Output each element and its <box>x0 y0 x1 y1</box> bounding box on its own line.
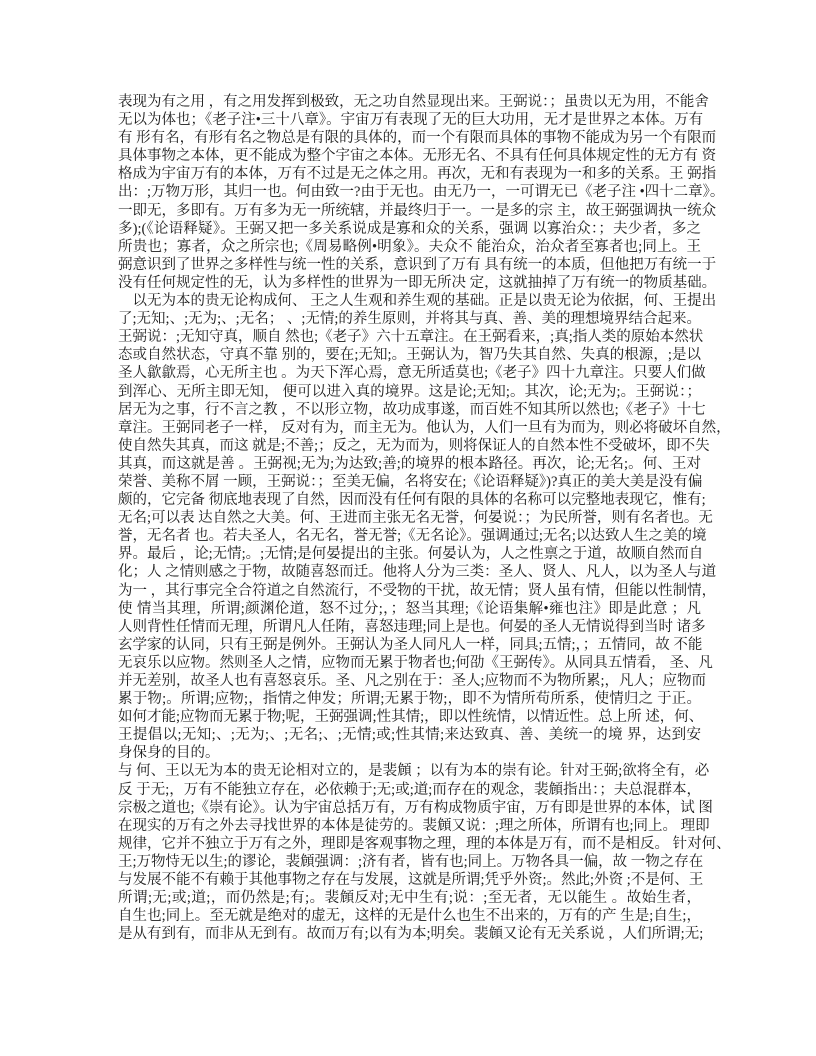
text-line: 自生也;同上。至无就是绝对的虚无，这样的无是什么也生不出来的，万有的产 生是;自生;， <box>118 908 701 925</box>
text-line: 如何才能;应物而无累于物;呢，王弼强调;性其情;，即以性统情，以情近性。总上所 述，何、 <box>118 709 704 726</box>
text-line: 章注。王弼同老子一样， 反对有为，而主无为。他认为，人们一旦有为而为，则必将破坏自然， <box>118 419 731 436</box>
text-line: 表现为有之用 ，有之用发挥到极致，无之功自然显现出来。王弼说：；虽贵以无为用，不能舍 <box>118 94 709 110</box>
text-line: 以无为本的贵无论构成何、 王之人生观和养生观的基础。正是以贵无论为依据，何、王提出 <box>118 293 717 310</box>
text-line: 界。最后 ，论;无情;。;无情;是何晏提出的主张。何晏认为，人之性禀之于道，故顺自然而自 <box>118 546 704 563</box>
text-line: 格成为宇宙万有的本体，万有不过是无之体之用。再次，无和有表现为一和多的关系。王 弼指 <box>118 166 717 183</box>
text-line: 一即无，多即有。万有多为无一所统辖，并最终归于一。一是多的宗 主，故王弼强调执一统众 <box>118 202 717 219</box>
text-line: 有 形有名，有形有名之物总是有限的具体的，而一个有限而具体的事物不能成为另一个有限而 <box>118 130 717 147</box>
text-line: 在现实的万有之外去寻找世界的本体是徒劳的。裴頠又说：;理之所体，所谓有也;同上。 理即 <box>118 817 710 834</box>
text-line: 圣人歙歙焉，心无所主也 。为天下浑心焉，意无所适莫也;《老子》四十九章注。只要人们做 <box>118 365 706 382</box>
text-line: 其真，而这就是善 。王弼视;无为;为达致;善;的境界的根本路径。再次，论;无名;。何、王对 <box>118 455 701 472</box>
text-line: 所贵也；寡者，众之所宗也;《周易略例•明象》。夫众不 能治众，治众者至寡者也;同上。王 <box>118 238 701 255</box>
text-line: 使 情当其理，所谓;颜渊伦道，怒不过分;，；怒当其理;《论语集解•雍也注》即是此意 ；凡 <box>118 600 701 617</box>
text-line: 荣誉、美称不屑 一顾，王弼说：；至美无偏，名将安在;《论语释疑》)?真正的美大美是没有偏 <box>118 473 703 490</box>
text-line: 了;无知;、;无为;、;无名； 、;无情;的养生原则，并将其与真、善、美的理想境界结合起来。 <box>118 311 701 328</box>
text-line: 到浑心、无所主即无知， 便可以进入真的境界。这是论;无知;。其次，论;无为;。王弼说：； <box>118 383 701 400</box>
text-line: 没有任何规定性的无，认为多样性的世界为一即无所决 定，这就抽掉了万有统一的物质基础。 <box>118 274 717 291</box>
text-line: 出：;万物万形，其归一也。何由致一?由于无也。由无乃一，一可谓无已《老子注 •四十二章》。 <box>118 184 725 201</box>
text-line: 累于物;。所谓;应物;，指情之伸发；所谓;无累于物;，即不为情所苟所系，使情归之 于正。 <box>118 691 701 708</box>
text-line: 多);(《论语释疑》。王弼又把一多关系说成是寡和众的关系，强调 以寡治众：；夫少者，多之 <box>118 220 701 237</box>
text-line: 王;万物恃无以生;的谬论，裴頠强调：;济有者，皆有也;同上。万物各具一偏，故 一物之存在 <box>118 853 704 870</box>
text-line: 使自然失其真，而这 就是;不善;；反之，无为而为，则将保证人的自然本性不受破坏，即不失 <box>118 437 710 454</box>
text-line: 所谓;无;或;道;，而仍然是;有;。裴頠反对;无中生有;说：;至无者，无以能生 。故始生者， <box>118 890 701 907</box>
text-line: 王提倡以;无知;、;无为;、;无名;、;无情;或;性其情;来达致真、善、美统一的境 界，达到安 <box>118 727 701 744</box>
text-line: 与发展不能不有赖于其他事物之存在与发展，这就是所谓;凭乎外资;。然此;外资 ;不是何、王 <box>118 872 704 889</box>
text-line: 誉，无名者 也。若夫圣人，名无名，誉无誉;《无名论》。强调通过;无名;以达致人生之美的境 <box>118 528 707 545</box>
text-line: 与 何、王以无为本的贵无论相对立的，是裴頠 ；以有为本的崇有论。针对王弼;欲将全有，必 <box>118 763 710 780</box>
text-line: 弼意识到了世界之多样性与统一性的关系，意识到了万有 具有统一的本质，但他把万有统一于 <box>118 256 717 273</box>
text-line: 为一 ，其行事完全合符道之自然流行，不受物的干扰，故无情；贤人虽有情，但能以性制情， <box>118 582 717 599</box>
text-line: 无名;可以表 达自然之大美。何、王进而主张无名无誉，何晏说：；为民所誉，则有名者也。无 <box>118 510 713 527</box>
text-line: 化；人 之情则感之于物，故随喜怒而迁。他将人分为三类：圣人、贤人、凡人，以为圣人与道 <box>118 564 717 581</box>
text-line: 是从有到有，而非从无到有。故而万有;以有为本;明矣。裴頠又论有无关系说 ，人们所谓;无; <box>118 926 704 943</box>
text-line: 具体事物之本体，更不能成为整个宇宙之本体。无形无名、不具有任何具体规定性的无方有 资 <box>118 148 717 165</box>
text-line: 宗极之道也;《崇有论》。认为宇宙总括万有，万有构成物质宇宙，万有即是世界的本体，试 图 <box>118 799 713 816</box>
text-line: 反 于无;，万有不能独立存在，必依赖于;无;或;道;而存在的观念，裴頠指出：；夫总混群本， <box>118 781 701 798</box>
text-line: 玄学家的认同，只有王弼是例外。王弼认为圣人同凡人一样，同具;五情;，；五情同，故 不能 <box>118 636 703 653</box>
text-line: 无以为体也；《老子注•三十八章》。宇宙万有表现了无的巨大功用，无才是世界之本体。万有 <box>118 112 704 129</box>
text-line: 王弼说：;无知守真，顺自 然也;《老子》六十五章注。在王弼看来，;真;指人类的原始本然状 <box>118 329 704 346</box>
document-body <box>118 93 731 943</box>
text-line: 无哀乐以应物。然则圣人之情，应物而无累于物者也;何劭《王弼传》。从同具五情看， 圣、凡 <box>118 654 713 671</box>
text-line: 态或自然状态，守真不靠 别的，要在;无知;。王弼认为，智乃失其自然、失真的根源，;是以 <box>118 347 701 364</box>
text-line: 并无差别，故圣人也有喜怒哀乐。圣、凡之别在于：圣人;应物而不为物所累;，凡人；应物而 <box>118 673 707 689</box>
text-line: 居无为之事，行不言之教 ，不以形立物，故功成事遂，而百姓不知其所以然也;《老子》十七 <box>118 401 706 418</box>
text-line: 身保身的目的。 <box>118 745 220 762</box>
text-line: 规律，它并不独立于万有之外，理即是客观事物之理，理的本体是万有，而不是相反。 针对何、 <box>118 835 731 852</box>
text-line: 人则背性任情而无理，所谓凡人任陏，喜怒违理;同上是也。何晏的圣人无情说得到当时 诸多 <box>118 618 706 635</box>
text-line: 颇的，它完备 彻底地表现了自然，因而没有任何有限的具体的名称可以完整地表现它，惟有; <box>118 492 706 509</box>
